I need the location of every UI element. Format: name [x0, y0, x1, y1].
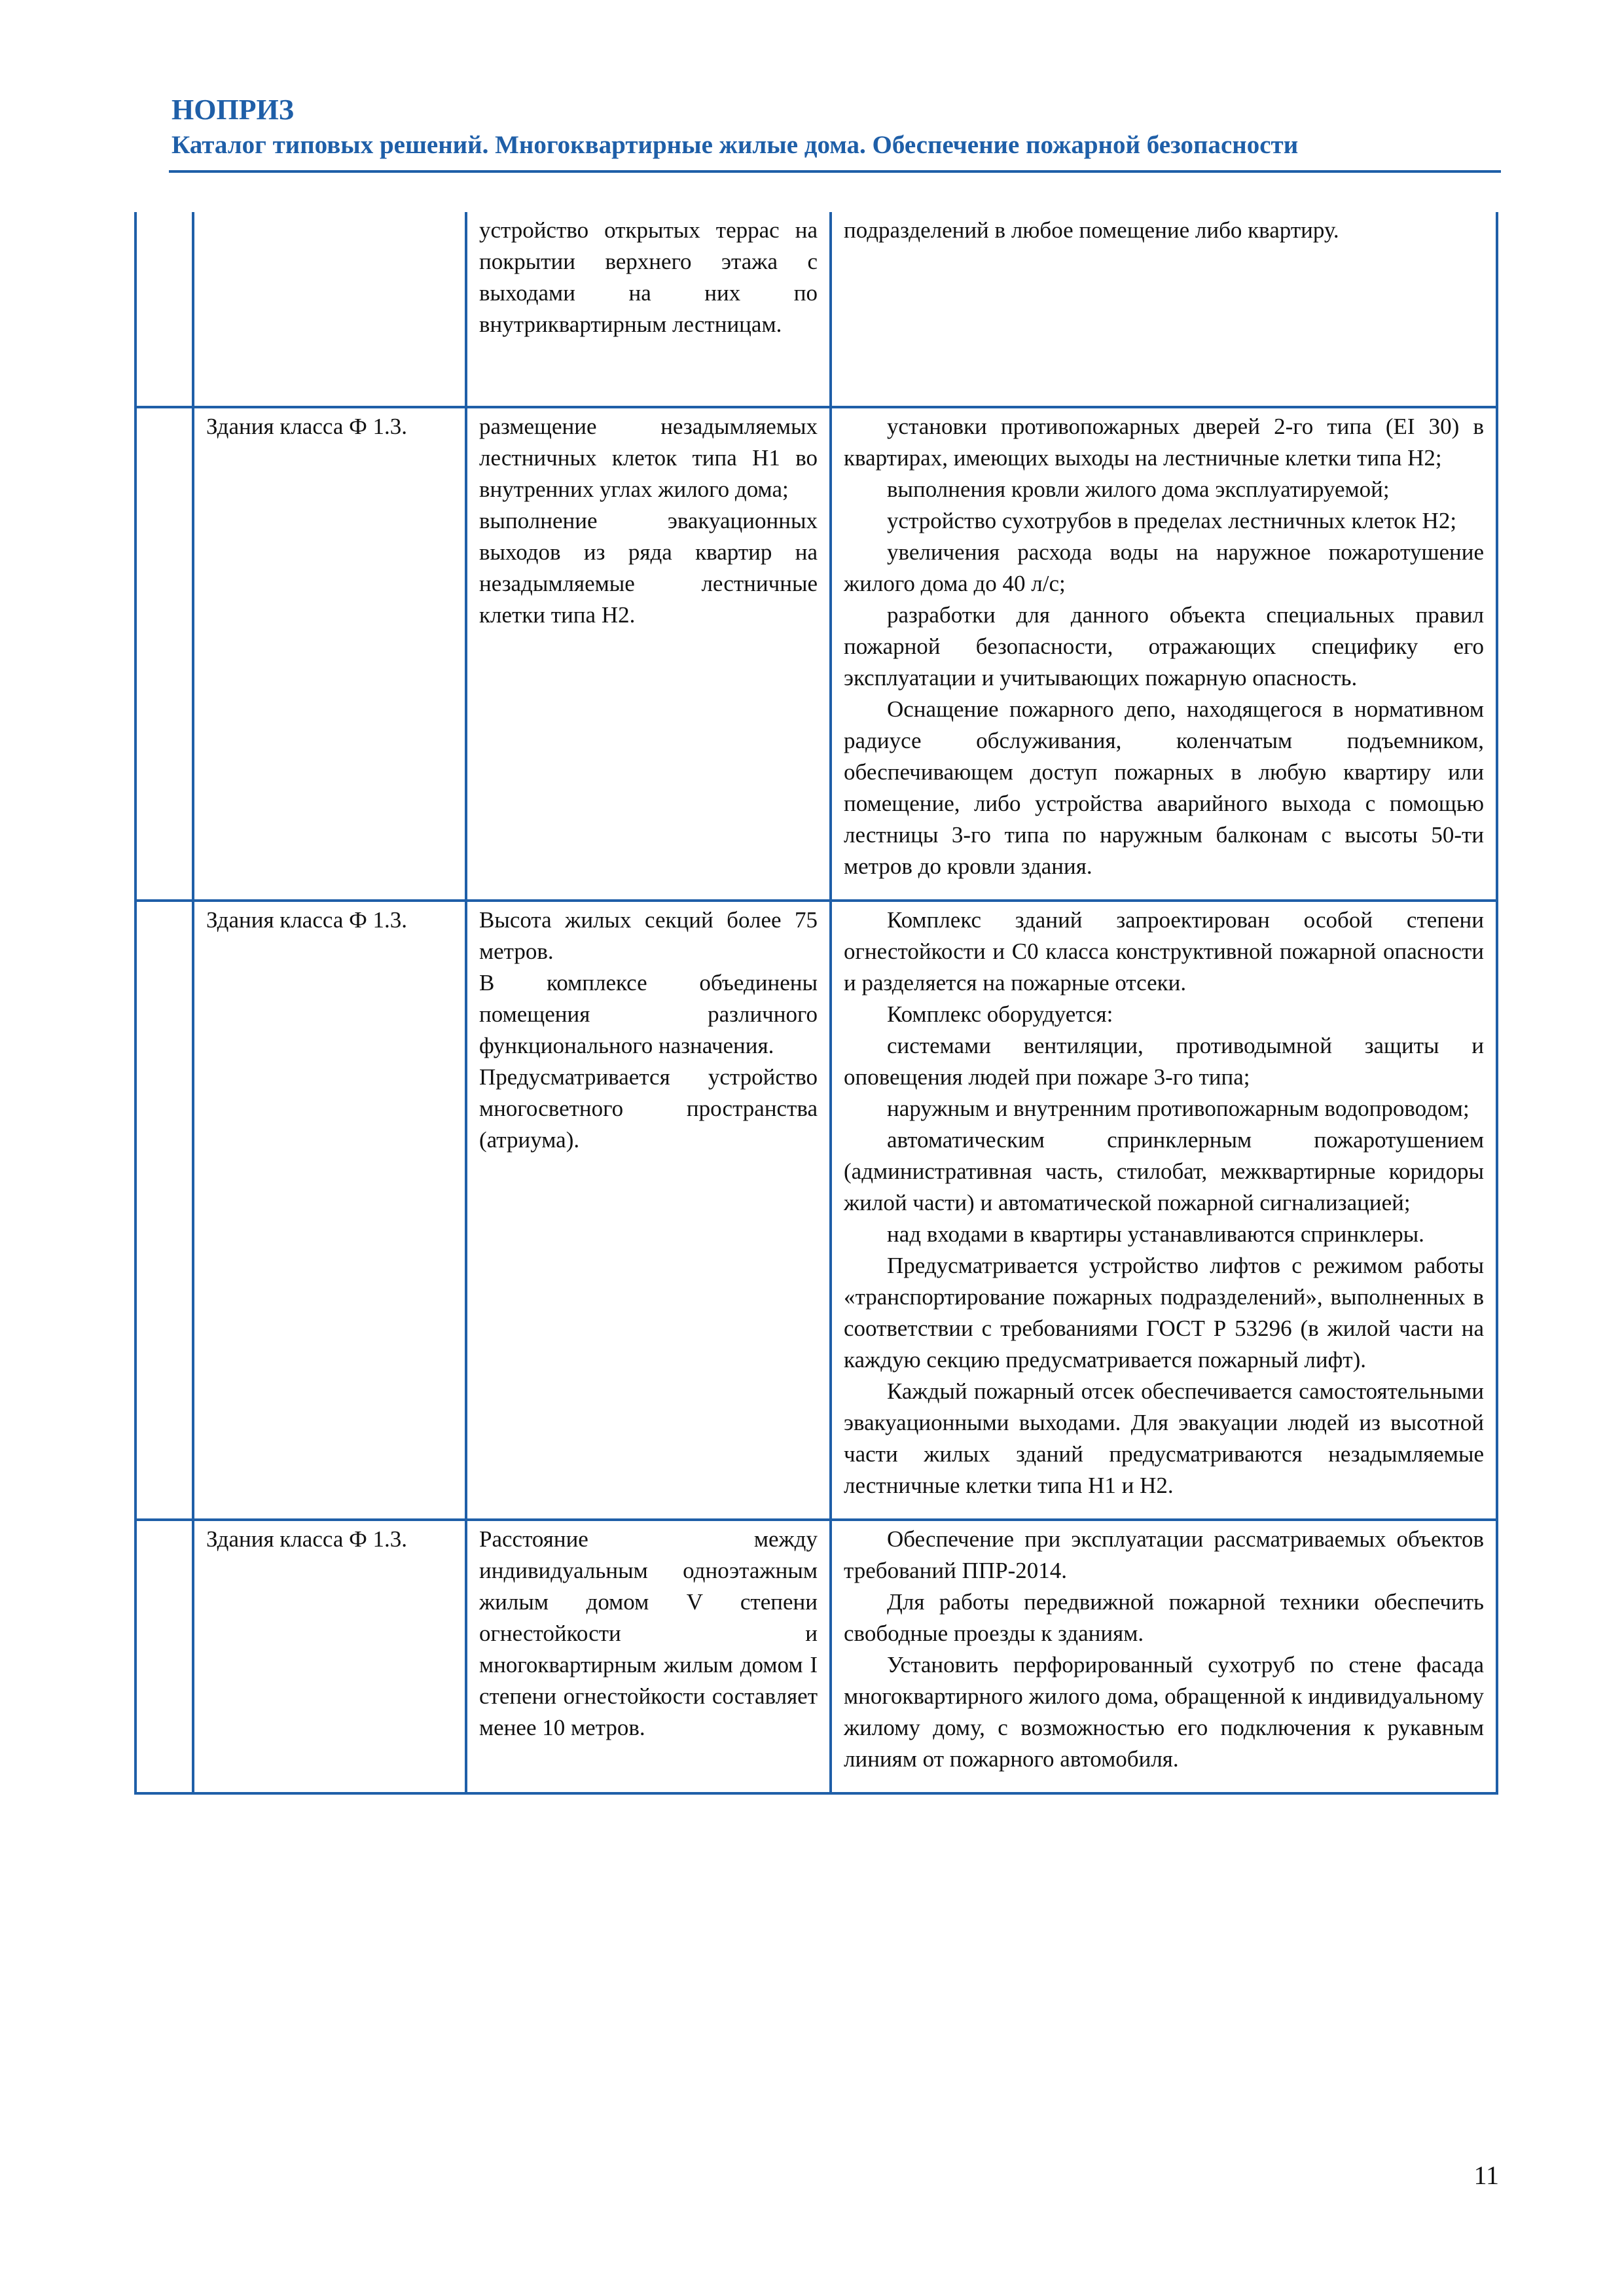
measure-text: Комплекс зданий запроектирован особой степени огнестойкости и С0 класса конструктивной пожарной опасности и разделяется на пожарные отсеки.: [844, 907, 1484, 996]
measure-text: системами вентиляции, противодымной защиты и оповещения людей при пожаре 3-го типа;: [844, 1033, 1484, 1090]
building-class-cell: [193, 212, 466, 407]
measure-text: устройство сухотрубов в пределах лестничных клеток Н2;: [887, 508, 1457, 533]
condition-text: Высота жилых секций более 75 метров.: [479, 907, 818, 964]
conditions-cell: [466, 901, 831, 1520]
conditions-cell: [466, 407, 831, 901]
row-number-cell: [135, 212, 193, 407]
header-rule: [169, 170, 1501, 173]
measures-cell: [831, 407, 1497, 901]
solutions-table: [134, 212, 1498, 1795]
measure-text: наружным и внутренним противопожарным водопроводом;: [887, 1096, 1470, 1121]
org-title: НОПРИЗ: [171, 94, 294, 126]
condition-text: размещение незадымляемых лестничных клеток типа Н1 во внутренних углах жилого дома;: [479, 414, 818, 502]
measure-text: Установить перфорированный сухотруб по стене фасада многоквартирного жилого дома, обращенной к индивидуальному жилому дому, с возможностью его подключения к рукавным линиям от пожарного автомобиля.: [844, 1652, 1484, 1772]
building-class-cell: Здания класса Ф 1.3.: [193, 901, 466, 1520]
measure-text: разработки для данного объекта специальных правил пожарной безопасности, отражающих специфику его эксплуатации и учитывающих пожарную опасность.: [844, 602, 1484, 691]
condition-text: Предусматривается устройство многосветного пространства (атриума).: [479, 1064, 818, 1153]
table-row: [135, 1520, 1497, 1793]
measure-text: Для работы передвижной пожарной техники обеспечить свободные проезды к зданиям.: [844, 1589, 1484, 1646]
measure-text: Предусматривается устройство лифтов с режимом работы «транспортирование пожарных подразделений», выполненных в соответствии с требованиями ГОСТ Р 53296 (в жилой части на каждую секцию предусматривается пожарный лифт).: [844, 1253, 1484, 1372]
condition-text: Расстояние между индивидуальным одноэтажным жилым домом V степени огнестойкости и многоквартирным жилым домом I степени огнестойкости составляет менее 10 метров.: [479, 1526, 818, 1740]
measure-text: Обеспечение при эксплуатации рассматриваемых объектов требований ППР-2014.: [844, 1526, 1484, 1583]
document-header: [171, 92, 1500, 162]
measure-text: увеличения расхода воды на наружное пожаротушение жилого дома до 40 л/с;: [844, 539, 1484, 596]
row-number-cell: [135, 1520, 193, 1793]
table-row: [135, 407, 1497, 901]
building-class-cell: Здания класса Ф 1.3.: [193, 407, 466, 901]
building-class-cell: Здания класса Ф 1.3.: [193, 1520, 466, 1793]
measure-text: автоматическим спринклерным пожаротушением (административная часть, стилобат, межквартирные коридоры жилой части) и автоматической пожарной сигнализацией;: [844, 1127, 1484, 1215]
page-number: 11: [1473, 2161, 1499, 2190]
measure-text: Оснащение пожарного депо, находящегося в нормативном радиусе обслуживания, коленчатым подъемником, обеспечивающем доступ пожарных в любую квартиру или помещение, либо устройства аварийного выхода с помощью лестницы 3-го типа по наружным балконам с высоты 50-ти метров до кровли здания.: [844, 696, 1484, 879]
measure-text: установки противопожарных дверей 2-го типа (EI 30) в квартирах, имеющих выходы на лестничные клетки типа Н2;: [844, 414, 1484, 471]
conditions-cell: [466, 212, 831, 407]
measures-cell: [831, 212, 1497, 407]
table-row: [135, 212, 1497, 407]
measure-text: подразделений в любое помещение либо квартиру.: [844, 217, 1339, 243]
table-row: [135, 901, 1497, 1520]
measures-cell: [831, 1520, 1497, 1793]
measures-cell: [831, 901, 1497, 1520]
measure-text: Каждый пожарный отсек обеспечивается самостоятельными эвакуационными выходами. Для эвакуации людей из высотной части жилых зданий предусматриваются незадымляемые лестничные клетки типа Н1 и Н2.: [844, 1378, 1484, 1498]
condition-text: выполнение эвакуационных выходов из ряда квартир на незадымляемые лестничные клетки типа Н2.: [479, 508, 818, 628]
row-number-cell: [135, 407, 193, 901]
catalog-subtitle: Каталог типовых решений. Многоквартирные жилые дома. Обеспечение пожарной безопасности: [171, 131, 1299, 159]
measure-text: Комплекс оборудуется:: [887, 1001, 1113, 1027]
measure-text: выполнения кровли жилого дома эксплуатируемой;: [887, 476, 1390, 502]
row-number-cell: [135, 901, 193, 1520]
condition-text: устройство открытых террас на покрытии верхнего этажа с выходами на них по внутриквартирным лестницам.: [479, 217, 818, 337]
condition-text: В комплексе объединены помещения различного функционального назначения.: [479, 970, 818, 1058]
conditions-cell: [466, 1520, 831, 1793]
measure-text: над входами в квартиры устанавливаются спринклеры.: [887, 1221, 1424, 1247]
